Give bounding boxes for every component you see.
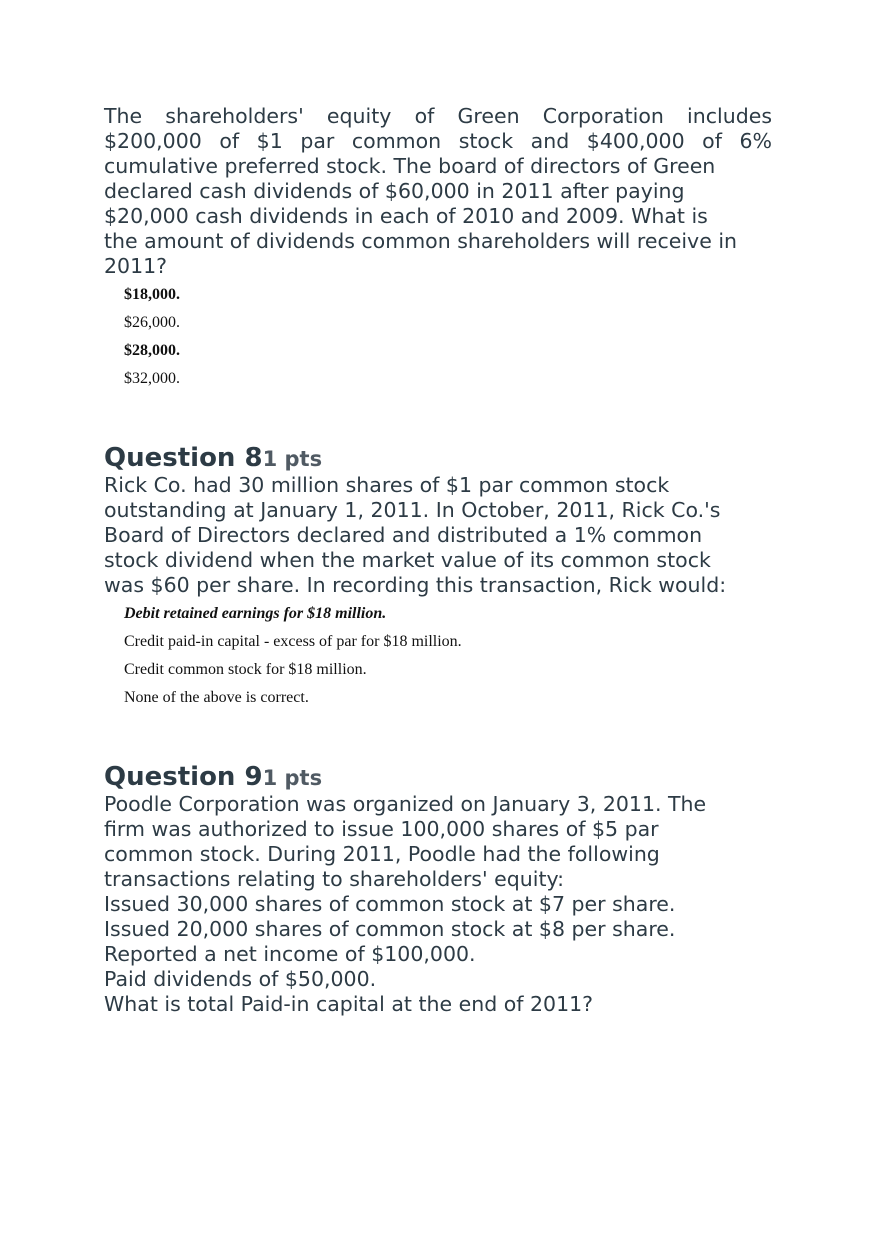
question-9-stem-line: Reported a net income of $100,000.: [104, 942, 476, 966]
answer-option[interactable]: Debit retained earnings for $18 million.: [124, 605, 387, 622]
question-7-stem-line: The shareholders' equity of Green Corporation includes: [104, 104, 772, 128]
question-8-heading: [104, 442, 322, 477]
question-8-stem-line: was $60 per share. In recording this transaction, Rick would:: [104, 573, 727, 597]
question-9-stem-line: Paid dividends of $50,000.: [104, 967, 377, 991]
question-9-points: 1 pts: [262, 766, 323, 790]
question-8-answer-list: [124, 605, 462, 717]
question-9-heading: [104, 761, 322, 796]
answer-option[interactable]: $18,000.: [124, 286, 180, 303]
question-7-stem-line: declared cash dividends of $60,000 in 2011 after paying: [104, 179, 685, 203]
question-7-stem-line: cumulative preferred stock. The board of directors of Green: [104, 154, 716, 178]
question-8-title: Question 8: [104, 443, 263, 473]
answer-option[interactable]: Credit paid-in capital - excess of par for $18 million.: [124, 633, 462, 650]
question-9-stem-line: Poodle Corporation was organized on January 3, 2011. The: [104, 792, 707, 816]
question-8-points: 1 pts: [262, 447, 323, 471]
question-7-stem-line: 2011?: [104, 254, 168, 278]
question-7-stem-line: $200,000 of $1 par common stock and $400,000 of 6%: [104, 129, 772, 153]
question-7-answer-list: [124, 286, 180, 398]
question-9-title: Question 9: [104, 762, 263, 792]
question-7-stem-line: the amount of dividends common shareholders will receive in: [104, 229, 738, 253]
question-9-stem-line: What is total Paid-in capital at the end of 2011?: [104, 992, 594, 1016]
question-9-stem-line: transactions relating to shareholders' equity:: [104, 867, 565, 891]
answer-option[interactable]: $26,000.: [124, 314, 180, 331]
answer-option[interactable]: $32,000.: [124, 370, 180, 387]
question-8-stem-line: outstanding at January 1, 2011. In October, 2011, Rick Co.'s: [104, 498, 721, 522]
question-8-stem: [104, 473, 772, 598]
question-9-stem-line: common stock. During 2011, Poodle had the following: [104, 842, 660, 866]
question-9-stem-line: Issued 30,000 shares of common stock at $7 per share.: [104, 892, 676, 916]
question-9-stem: [104, 792, 772, 1017]
question-9-stem-line: Issued 20,000 shares of common stock at $8 per share.: [104, 917, 676, 941]
answer-option[interactable]: Credit common stock for $18 million.: [124, 661, 367, 678]
answer-option[interactable]: $28,000.: [124, 342, 180, 359]
question-8-stem-line: stock dividend when the market value of its common stock: [104, 548, 711, 572]
question-8-stem-line: Board of Directors declared and distributed a 1% common: [104, 523, 703, 547]
question-7-stem: [104, 104, 772, 279]
answer-option[interactable]: None of the above is correct.: [124, 689, 309, 706]
question-9-stem-line: firm was authorized to issue 100,000 shares of $5 par: [104, 817, 659, 841]
question-7-stem-line: $20,000 cash dividends in each of 2010 and 2009. What is: [104, 204, 708, 228]
question-8-stem-line: Rick Co. had 30 million shares of $1 par common stock: [104, 473, 670, 497]
